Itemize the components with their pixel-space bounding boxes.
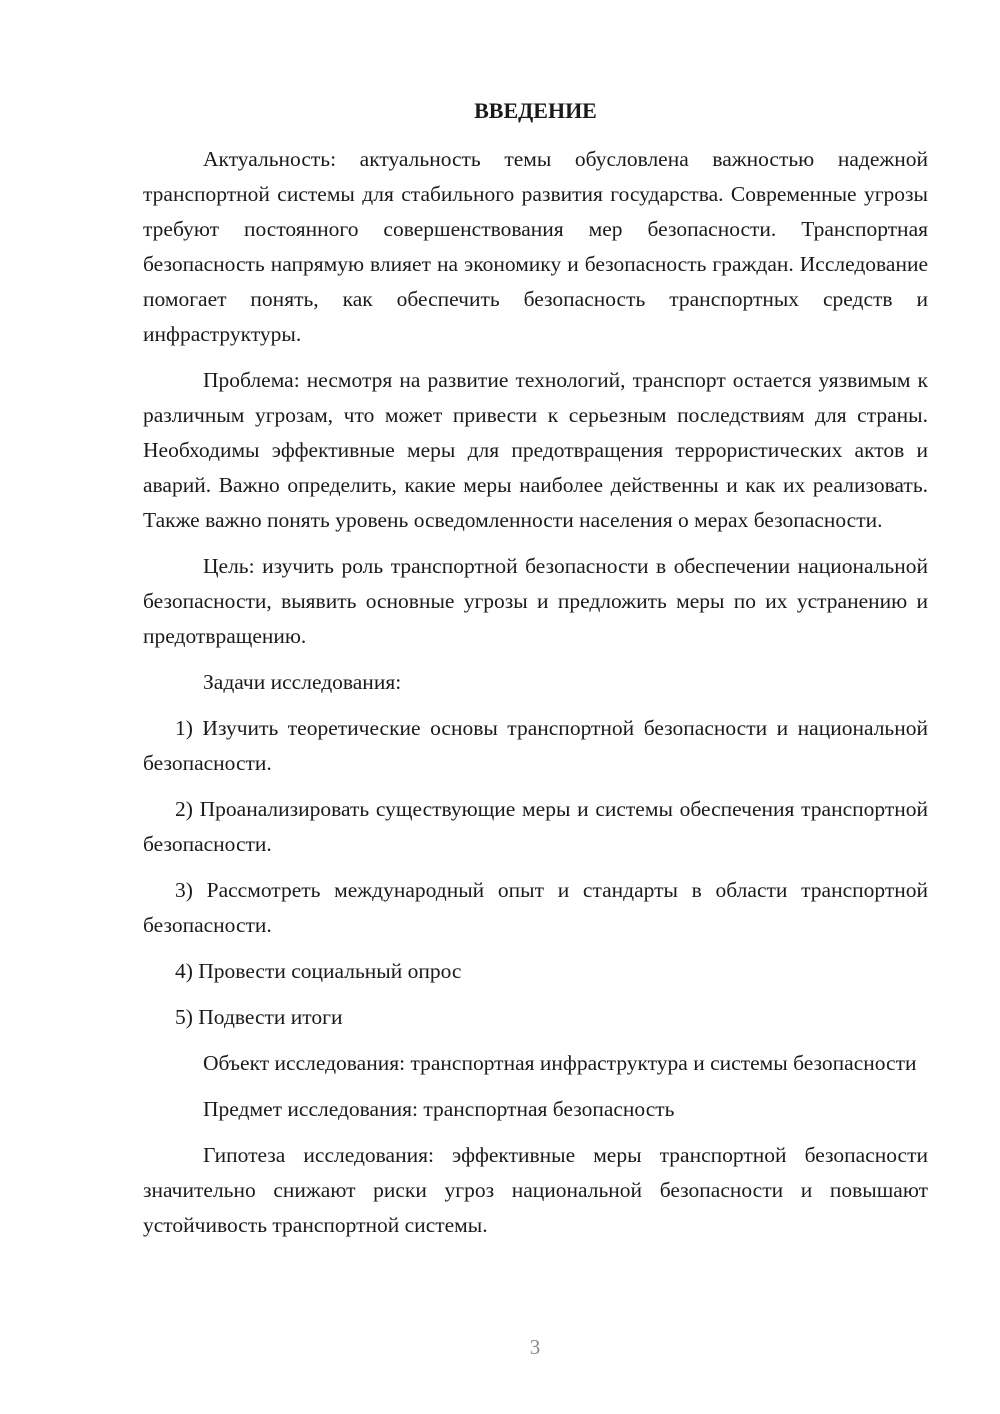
paragraph-hypothesis: Гипотеза исследования: эффективные меры транспортной безопасности значительно снижают риски угроз национальной безопасности и повышают устойчивость транспортной системы. (143, 1143, 928, 1237)
document-body (143, 96, 928, 1254)
paragraph-relevance: Актуальность: актуальность темы обусловлена важностью надежной транспортной системы для стабильного развития государства. Современные угрозы требуют постоянного совершенствования мер безопасности. Транспортная безопасность напрямую влияет на экономику и безопасность граждан. Исследование помогает понять, как обеспечить безопасность транспортных средств и инфраструктуры. (143, 147, 928, 346)
list-item: 5) Подвести итоги (175, 1005, 343, 1029)
tasks-heading: Задачи исследования: (203, 670, 402, 694)
list-item: 1) Изучить теоретические основы транспортной безопасности и национальной безопасности. (143, 716, 928, 775)
list-item: 2) Проанализировать существующие меры и системы обеспечения транспортной безопасности. (143, 797, 928, 856)
paragraph-problem: Проблема: несмотря на развитие технологий, транспорт остается уязвимым к различным угрозам, что может привести к серьезным последствиям для страны. Необходимы эффективные меры для предотвращения террористических актов и аварий. Важно определить, какие меры наиболее действенны и как их реализовать. Также важно понять уровень осведомленности населения о мерах безопасности. (143, 368, 928, 532)
tasks-list (143, 711, 928, 1035)
paragraph-object: Объект исследования: транспортная инфраструктура и системы безопасности (203, 1051, 917, 1075)
page-title: ВВЕДЕНИЕ (474, 98, 597, 123)
list-item: 4) Провести социальный опрос (175, 959, 462, 983)
list-item: 3) Рассмотреть международный опыт и стандарты в области транспортной безопасности. (143, 878, 928, 937)
paragraph-goal: Цель: изучить роль транспортной безопасности в обеспечении национальной безопасности, выявить основные угрозы и предложить меры по их устранению и предотвращению. (143, 554, 928, 648)
paragraph-subject: Предмет исследования: транспортная безопасность (203, 1097, 675, 1121)
page-number: 3 (529, 1335, 541, 1359)
